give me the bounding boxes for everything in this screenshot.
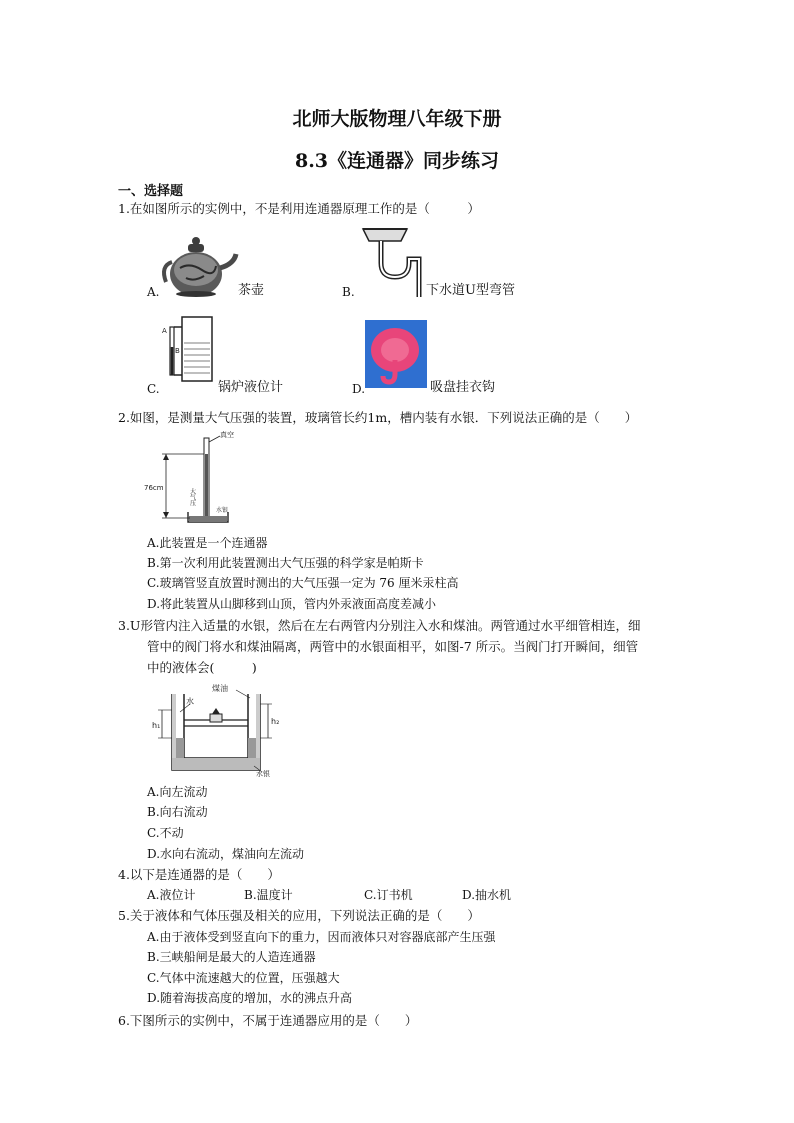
- svg-text:A: A: [162, 327, 167, 335]
- torricelli-barometer-figure: [140, 428, 250, 530]
- boiler-level-gauge-figure: [160, 313, 220, 385]
- q2-option-a: A.此装置是一个连通器: [147, 536, 268, 550]
- q3-option-c: C.不动: [147, 826, 184, 840]
- question-1-stem: 1.在如图所示的实例中，不是利用连通器原理工作的是（ ）: [118, 201, 480, 216]
- q3-option-b: B.向右流动: [147, 805, 208, 819]
- q5-option-c: C.气体中流速越大的位置，压强越大: [147, 971, 340, 985]
- barometer-mercury-label: 水银: [216, 507, 229, 514]
- barometer-pressure-label: 大气压: [188, 488, 196, 506]
- q1-option-c-text: 锅炉液位计: [218, 380, 284, 395]
- u-tube-kerosene-label: 煤油: [212, 684, 228, 693]
- page-title: 北师大版物理八年级下册: [292, 108, 502, 130]
- q4-option-c: C.订书机: [364, 888, 413, 902]
- q5-option-b: B.三峡船闸是最大的人造连通器: [147, 950, 316, 964]
- suction-cup-hook-figure: [365, 320, 427, 388]
- question-6-stem: 6.下图所示的实例中，不属于连通器应用的是（ ）: [118, 1013, 418, 1028]
- q1-option-a-text: 茶壶: [238, 283, 265, 298]
- q4-option-a: A.液位计: [147, 888, 196, 902]
- question-2-stem: 2.如图，是测量大气压强的装置，玻璃管长约1m，槽内装有水银．下列说法正确的是（ ）: [118, 410, 638, 425]
- u-tube-water-label: 水: [186, 697, 194, 706]
- question-5-stem: 5.关于液体和气体压强及相关的应用，下列说法正确的是（ ）: [118, 908, 480, 923]
- u-tube-valve-figure: [150, 682, 290, 778]
- question-3-stem-line-2: 管中的阀门将水和煤油隔离，两管中的水银面相平，如图-7 所示。当阀门打开瞬间，细管: [147, 639, 639, 654]
- q1-option-a-letter: A.: [147, 285, 160, 299]
- q2-option-b: B.第一次利用此装置测出大气压强的科学家是帕斯卡: [147, 556, 424, 570]
- section-heading: 一、选择题: [118, 184, 184, 199]
- u-tube-h2-label: h₂: [271, 717, 280, 726]
- q1-option-d-letter: D.: [352, 382, 366, 396]
- barometer-vacuum-label: 真空: [220, 431, 234, 439]
- q2-option-d: D.将此装置从山脚移到山顶，管内外汞液面高度差减小: [147, 597, 437, 611]
- q1-option-b-text: 下水道U型弯管: [426, 283, 515, 298]
- q4-option-b: B.温度计: [244, 888, 293, 902]
- question-3-stem-line-3: 中的液体会( ): [147, 660, 257, 675]
- svg-text:B: B: [175, 347, 180, 355]
- q1-option-b-letter: B.: [342, 285, 355, 299]
- q1-option-d-text: 吸盘挂衣钩: [430, 380, 496, 395]
- question-4-stem: 4.以下是连通器的是（ ）: [118, 867, 280, 882]
- q3-option-a: A.向左流动: [147, 785, 208, 799]
- q5-option-a: A.由于液体受到竖直向下的重力，因而液体只对容器底部产生压强: [147, 930, 496, 944]
- u-tube-h1-label: h₁: [152, 721, 161, 730]
- u-tube-mercury-label: 水银: [256, 770, 270, 778]
- q2-option-c: C.玻璃管竖直放置时测出的大气压强一定为 76 厘米汞柱高: [147, 576, 459, 590]
- u-bend-pipe-figure: [355, 225, 430, 297]
- question-3-stem-line-1: 3.U形管内注入适量的水银，然后在左右两管内分别注入水和煤油。两管通过水平细管相连，细: [118, 618, 641, 633]
- q3-option-d: D.水向右流动，煤油向左流动: [147, 847, 305, 861]
- barometer-length-label: 76cm: [144, 484, 164, 492]
- q4-option-d: D.抽水机: [462, 888, 512, 902]
- q5-option-d: D.随着海拔高度的增加，水的沸点升高: [147, 991, 353, 1005]
- teapot-figure: [160, 230, 240, 300]
- q1-option-c-letter: C.: [147, 382, 160, 396]
- page-subtitle: 8.3《连通器》同步练习: [294, 150, 500, 172]
